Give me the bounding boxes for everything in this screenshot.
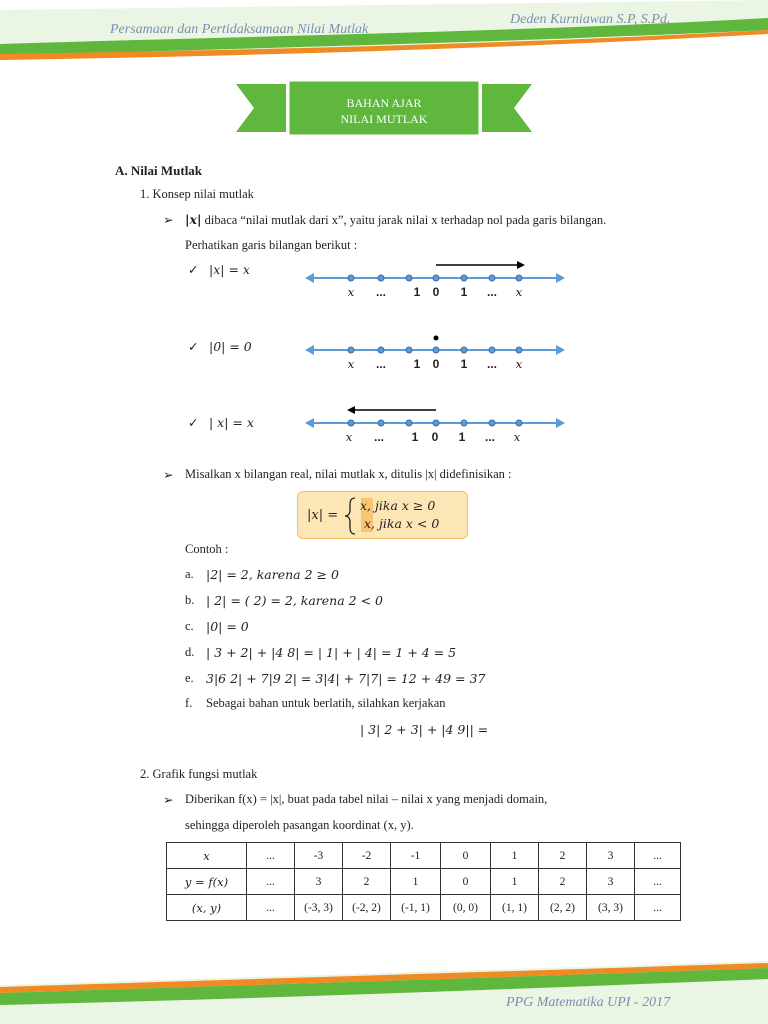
tick-point <box>348 347 354 353</box>
example-e: 3|6 2| + 7|9 2| = 3|4| + 7|7| = 12 + 49 = 37 <box>206 671 486 686</box>
item-1-heading: 1. Konsep nilai mutlak <box>140 187 254 201</box>
tick-point <box>516 275 522 281</box>
arrow-bullet-icon: ➢ <box>163 793 174 807</box>
nl2-label-x: x <box>515 357 523 371</box>
perhatikan-text: Perhatikan garis bilangan berikut : <box>185 238 358 252</box>
table-cell: (-1, 1) <box>391 895 441 921</box>
brace-path <box>345 498 355 534</box>
tick-point <box>433 347 439 353</box>
example-d: | 3 + 2| + |4 8| = | 1| + | 4| = 1 + 4 = 5 <box>206 645 457 660</box>
table-cell: 2 <box>539 843 587 869</box>
example-letter: e. <box>185 671 194 685</box>
nl2-label-neg-x: x <box>347 357 355 371</box>
tick-point <box>489 347 495 353</box>
tick-point <box>489 275 495 281</box>
example-letter: f. <box>185 696 193 710</box>
tick-point <box>433 275 439 281</box>
arrow-bullet-icon: ➢ <box>163 468 174 482</box>
bullet-1-text <box>185 212 606 228</box>
axis-left-arrow <box>305 418 314 428</box>
example-c: |0| = 0 <box>206 619 249 634</box>
contoh-heading: Contoh : <box>185 542 229 556</box>
table-cell: (1, 1) <box>491 895 539 921</box>
footer-text: PPG Matematika UPI - 2017 <box>506 995 671 1010</box>
nl3-label-dots: ... <box>484 430 495 444</box>
table-cell: 0 <box>441 843 491 869</box>
axis-left-arrow <box>305 273 314 283</box>
footer-decoration <box>0 955 768 1024</box>
distance-arrow-head <box>517 261 525 269</box>
nl1-label-dots: ... <box>486 285 497 299</box>
nl3-label-1: 1 <box>458 430 466 444</box>
table-cell: (x, y) <box>167 895 247 921</box>
table-cell: (3, 3) <box>587 895 635 921</box>
check-icon: ✓ <box>188 416 199 430</box>
table-cell: -2 <box>343 843 391 869</box>
table-cell: -1 <box>391 843 441 869</box>
tick-point <box>516 420 522 426</box>
nl2-label-dots: ... <box>486 357 497 371</box>
table-cell: (2, 2) <box>539 895 587 921</box>
tick-point <box>378 275 384 281</box>
banner-text <box>290 95 478 127</box>
definition-lhs: |x| = <box>307 508 339 523</box>
table-cell: 1 <box>491 843 539 869</box>
tick-point <box>461 420 467 426</box>
header-title: Persamaan dan Pertidaksamaan Nilai Mutlak <box>110 22 369 37</box>
table-cell: (0, 0) <box>441 895 491 921</box>
tick-point <box>461 347 467 353</box>
nl2-label-1: 1 <box>460 357 468 371</box>
check-2-equation: |0| = 0 <box>209 339 252 354</box>
table-row-x <box>167 843 681 869</box>
check-icon: ✓ <box>188 263 199 277</box>
zero-distance-dot <box>434 336 439 341</box>
tick-point <box>489 420 495 426</box>
nl3-label-dots: ... <box>373 430 384 444</box>
definition-case-1: x, jika x ≥ 0 <box>360 498 436 513</box>
nl3-label-neg-x: x <box>345 430 353 444</box>
axis-right-arrow <box>556 273 565 283</box>
item-2-heading: 2. Grafik fungsi mutlak <box>140 767 258 781</box>
definition-case-2: x, jika x < 0 <box>364 516 440 531</box>
nl2-label-neg-1: 1 <box>413 357 421 371</box>
section-a-heading: A. Nilai Mutlak <box>115 163 203 178</box>
example-letter: a. <box>185 567 194 581</box>
check-icon: ✓ <box>188 340 199 354</box>
nl3-label-0: 0 <box>431 430 439 444</box>
tick-point <box>348 420 354 426</box>
nl1-label-neg-x: x <box>347 285 355 299</box>
example-letter: c. <box>185 619 194 633</box>
table-cell: (-3, 3) <box>295 895 343 921</box>
example-a: |2| = 2, karena 2 ≥ 0 <box>206 567 339 582</box>
distance-arrow-head <box>347 406 355 414</box>
nl2-label-dots: ... <box>375 357 386 371</box>
nl1-label-x: x <box>515 285 523 299</box>
table-cell: 2 <box>539 869 587 895</box>
table-cell: ... <box>247 843 295 869</box>
nl1-label-dots: ... <box>375 285 386 299</box>
bullet-2-text: Misalkan x bilangan real, nilai mutlak x, ditulis |x| didefinisikan : <box>185 467 512 481</box>
table-cell: x <box>167 843 247 869</box>
nl3-label-x: x <box>513 430 521 444</box>
table-row-y <box>167 869 681 895</box>
check-3-equation: | x| = x <box>209 415 254 430</box>
nl1-label-1: 1 <box>460 285 468 299</box>
table-cell: ... <box>635 895 681 921</box>
exercise-expression: | 3| 2 + 3| + |4 9|| = <box>360 722 489 737</box>
nl1-label-neg-1: 1 <box>413 285 421 299</box>
table-cell: 1 <box>491 869 539 895</box>
nl2-label-0: 0 <box>432 357 440 371</box>
graph-bullet-line-1: Diberikan f(x) = |x|, buat pada tabel nilai – nilai x yang menjadi domain, <box>185 792 548 806</box>
value-table <box>166 842 681 921</box>
tick-point <box>378 347 384 353</box>
graph-bullet-line-2: sehingga diperoleh pasangan koordinat (x, y). <box>185 818 414 832</box>
table-cell: -3 <box>295 843 343 869</box>
tick-point <box>406 420 412 426</box>
table-cell: 3 <box>295 869 343 895</box>
table-cell: ... <box>247 869 295 895</box>
table-row-xy <box>167 895 681 921</box>
bullet-1-description: dibaca “nilai mutlak dari x”, yaitu jarak nilai x terhadap nol pada garis bilangan. <box>201 213 607 227</box>
header-author: Deden Kurniawan S.P, S.Pd. <box>510 12 671 27</box>
table-cell: 0 <box>441 869 491 895</box>
tick-point <box>433 420 439 426</box>
table-cell: ... <box>635 843 681 869</box>
example-letter: b. <box>185 593 195 607</box>
table-cell: 3 <box>587 869 635 895</box>
tick-point <box>348 275 354 281</box>
table-cell: 3 <box>587 843 635 869</box>
tick-point <box>461 275 467 281</box>
number-line-3 <box>305 403 565 433</box>
table-cell: 2 <box>343 869 391 895</box>
table-cell: ... <box>635 869 681 895</box>
arrow-bullet-icon: ➢ <box>163 213 174 227</box>
abs-x-symbol: |x| <box>185 212 202 227</box>
banner-line1: BAHAN AJAR <box>346 96 422 110</box>
check-1-equation: |x| = x <box>209 262 250 277</box>
table-cell: 1 <box>391 869 441 895</box>
tick-point <box>406 275 412 281</box>
example-f: Sebagai bahan untuk berlatih, silahkan kerjakan <box>206 696 446 710</box>
ribbon-left-tail <box>236 84 286 132</box>
tick-point <box>406 347 412 353</box>
tick-point <box>378 420 384 426</box>
tick-point <box>516 347 522 353</box>
table-cell: (-2, 2) <box>343 895 391 921</box>
table-cell: ... <box>247 895 295 921</box>
nl1-label-0: 0 <box>432 285 440 299</box>
table-cell: y = f(x) <box>167 869 247 895</box>
axis-right-arrow <box>556 418 565 428</box>
number-line-1 <box>305 258 565 288</box>
number-line-2 <box>305 330 565 360</box>
ribbon-right-tail <box>482 84 532 132</box>
example-b: | 2| = ( 2) = 2, karena 2 < 0 <box>206 593 383 608</box>
axis-right-arrow <box>556 345 565 355</box>
example-letter: d. <box>185 645 195 659</box>
nl3-label-neg-1: 1 <box>411 430 419 444</box>
banner-line2: NILAI MUTLAK <box>340 112 428 126</box>
axis-left-arrow <box>305 345 314 355</box>
curly-brace-icon <box>343 496 357 536</box>
